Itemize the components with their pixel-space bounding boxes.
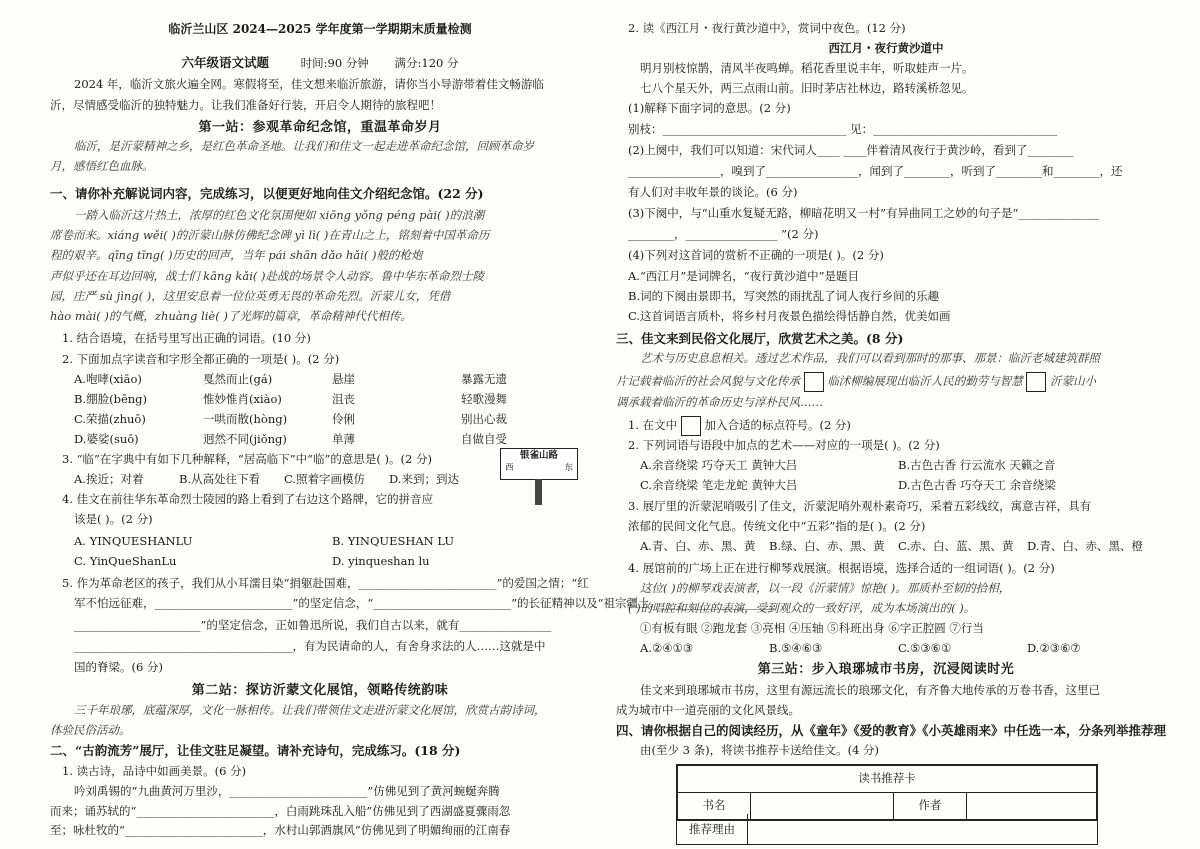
- sub-question: 4. 佳文在前往华东革命烈士陵园的路上看到了右边这个路牌，它的拼音应: [62, 492, 434, 506]
- punctuation-box: [681, 416, 701, 436]
- sub-question: 2. 下列词语与语段中加点的艺术——对应的一项是( )。(2 分): [628, 438, 940, 452]
- passage-line: 园，庄严 sù jìng( )，这里安息着一位位英勇无畏的革命先烈。沂蒙儿女，凭借: [50, 289, 451, 303]
- option: 戛然而止(gá): [203, 372, 273, 386]
- option-row: [616, 457, 1156, 474]
- card-reason-row: [676, 814, 1098, 845]
- sub-question: 军不怕远征难，________________________”的坚定信念，“________________________”的长征精神以及“祖宗疆土，____________________: [74, 596, 777, 610]
- option[interactable]: C.⑤③⑥①: [898, 641, 952, 655]
- option: 悬崖: [332, 372, 355, 386]
- question-4: 四、请你根据自己的阅读经历，从《童年》《爱的教育》《小英雄雨来》中任选一本，分条列举推荐理: [616, 723, 1167, 738]
- sub-question: 1. 结合语境，在括号里写出正确的词语。(10 分): [62, 331, 311, 345]
- sub-question: 国的脊梁。(6 分): [74, 660, 163, 674]
- road-sign-board: [500, 448, 578, 480]
- option-row: [616, 538, 1156, 555]
- option[interactable]: C.赤、白、蓝、黑、黄: [898, 539, 1014, 553]
- road-sign: [500, 448, 578, 506]
- option[interactable]: D. yinqueshan lu: [332, 554, 430, 568]
- score: 满分:120 分: [394, 56, 459, 70]
- road-sign-east: 东: [564, 463, 573, 473]
- option[interactable]: C. YinQueShanLu: [74, 554, 177, 568]
- station2-desc: 体验民俗活动。: [50, 723, 131, 737]
- poem-text: 明月别枝惊鹊，清风半夜鸣蝉。稻花香里说丰年，听取蛙声一片。: [640, 61, 974, 75]
- option-row: [50, 431, 590, 448]
- sub-question: 3. 展厅里的沂蒙泥哨吸引了佳文，沂蒙泥哨外观朴素奇巧，采着五彩线纹，寓意吉祥，具有: [628, 499, 1092, 513]
- option[interactable]: A.咆哮(xiāo): [74, 372, 142, 386]
- option: 自做自受: [461, 432, 507, 446]
- poem-line: 至；咏杜牧的“________________________，水村山郭酒旗风”仿佛见到了明媚绚丽的江南春: [50, 823, 511, 837]
- passage-line: 声似乎还在耳边回响，战士们 kāng kǎi( )赴战的场景令人动容。鲁中华东革命烈士陵: [50, 269, 485, 283]
- option: 暴露无遗: [461, 372, 507, 386]
- sub-question: 别枝：________________________________ 见：________________________________: [628, 122, 1058, 136]
- time: 时间:90 分钟: [300, 56, 369, 70]
- option[interactable]: B.绿、白、赤、黑、黄: [769, 539, 885, 553]
- passage-line: 程的艰辛。qīng tīng( )历史的回声，当年 pái shān dǎo hǎi( )般的枪炮: [50, 248, 423, 262]
- sub-passage: ( )的唱腔和刻位的表演，受到观众的一致好评，成为本场演出的( )。: [628, 601, 976, 615]
- punctuation-box[interactable]: [1026, 372, 1046, 392]
- sub-question: (1)解释下面字词的意思。(2 分): [628, 101, 791, 115]
- option: 伶俐: [332, 412, 355, 426]
- subject-line: [50, 54, 590, 73]
- option-row: [616, 640, 1156, 657]
- sub-question: ________________，嗅到了________________，闻到了________，听到了________和________，还: [628, 164, 1123, 178]
- road-sign-west: 西: [505, 463, 514, 473]
- sub-question: 1. 读古诗，品诗中如画美景。(6 分): [62, 764, 247, 778]
- sub-question: 2. 读《西江月・夜行黄沙道中》，赏词中夜色。(12 分): [628, 21, 906, 35]
- sub-question: 5. 作为革命老区的孩子，我们从小耳濡目染“捐躯赴国难，________________________”的爱国之情；“红: [62, 576, 589, 590]
- poem-text: 七八个星天外，两三点雨山前。旧时茅店社林边，路转溪桥忽见。: [640, 81, 974, 95]
- station3-title: 第三站：步入琅琊城市书房，沉浸阅读时光: [757, 662, 1015, 677]
- option[interactable]: D.婆娑(suō): [74, 432, 139, 446]
- option-row: [50, 553, 590, 570]
- option-row: [50, 471, 494, 488]
- poem-line: 吟刘禹锡的“九曲黄河万里沙，________________________”仿佛见到了黄河蜿蜒奔腾: [74, 784, 500, 798]
- option[interactable]: A.余音绕梁 巧夺天工 黄钟大吕: [640, 458, 798, 472]
- subject: 六年级语文试题: [181, 55, 270, 70]
- option[interactable]: D.古色古香 巧夺天工 余音绕梁: [898, 478, 1056, 492]
- passage-line: hào mài( )的气概，zhuàng liè( )了光辉的篇章，革命精神代代相传。: [50, 309, 412, 323]
- road-sign-post: [535, 479, 542, 505]
- option: 别出心裁: [461, 412, 507, 426]
- sub-question: 有人们对丰收年景的谈论。(6 分): [628, 185, 798, 199]
- option[interactable]: B. YINQUESHAN LU: [332, 534, 455, 548]
- station3-desc: 成为城市中一道亮丽的文化风景线。: [616, 703, 800, 717]
- passage-line: 席卷而来。xiáng wěi( )的沂蒙山脉仿佛纪念碑 yì lì( )在青山之上，铭刻着中国革命历: [50, 228, 490, 242]
- option: 沮丧: [332, 392, 355, 406]
- option[interactable]: D.来到；到达: [389, 472, 459, 486]
- question-2: 二、“古韵流芳”展厅，让佳文驻足凝望。请补充诗句，完成练习。(18 分): [50, 743, 461, 758]
- option: 惟妙惟肖(xiào): [203, 392, 282, 406]
- option: 迥然不同(jiǒng): [203, 432, 287, 446]
- option[interactable]: B.绷脸(bēng): [74, 392, 148, 406]
- art-passage: 调承载着临沂的革命历史与淳朴民风……: [616, 395, 823, 409]
- exam-title: 临沂兰山区 2024—2025 学年度第一学期期末质量检测: [168, 22, 472, 36]
- sub-question-part: 1. 在文中: [628, 418, 678, 432]
- passage-line: 一踏入临沂这片热土，浓厚的红色文化氛围便如 xiōng yǒng péng pài( )的浪潮: [74, 208, 485, 222]
- art-passage: 艺术与历史息息相关。透过艺术作品，我们可以看到那时的那事、那景：临沂老城建筑群照: [640, 351, 1100, 365]
- card-author-label: 作者: [894, 793, 967, 820]
- option[interactable]: C.荣描(zhuō): [74, 412, 146, 426]
- option[interactable]: A. YINQUESHANLU: [74, 534, 193, 548]
- sub-question: 2. 下面加点字读音和字形全都正确的一项是( )。(2 分): [62, 352, 340, 366]
- option-row: [50, 391, 590, 408]
- intro-line: 2024 年，临沂文旅火遍全网。寒假将至，佳文想来临沂旅游，请你当小导游带着佳文畅游临: [74, 77, 544, 91]
- option[interactable]: B.从高处往下看: [179, 472, 261, 486]
- intro-line: 沂，尽情感受临沂的独特魅力。让我们准备好行装，开启令人期待的旅程吧！: [50, 98, 441, 112]
- option[interactable]: C.照着字画模仿: [284, 472, 366, 486]
- punctuation-box[interactable]: [804, 372, 824, 392]
- option: 单薄: [332, 432, 355, 446]
- word-list: ①有板有眼 ②跑龙套 ③亮相 ④压轴 ⑤科班出身 ⑥字正腔圆 ⑦行当: [640, 621, 984, 635]
- option[interactable]: A.“西江月”是词牌名，“夜行黄沙道中”是题目: [628, 269, 859, 283]
- card-reason-field[interactable]: [748, 814, 1097, 844]
- question-4-block: [616, 722, 1176, 741]
- card-book-label: 书名: [678, 793, 751, 820]
- station1-desc: 临沂，是沂蒙精神之乡，是红色革命圣地。让我们和佳文一起走进革命纪念馆，回顾革命岁: [74, 139, 534, 153]
- sub-question: 3. “临”在字典中有如下几种解释，“居高临下”中“临”的意思是( )。(2 分): [62, 452, 432, 466]
- sub-question: 4. 展馆前的广场上正在进行柳琴戏展演。根据语境，选择合适的一组词语( )。(2 分): [628, 561, 1055, 575]
- sub-question: ______________________________________，有为民请命的人，有舍身求法的人……这就是中: [74, 639, 546, 653]
- question-1: 一、请你补充解说词内容，完成练习，以便更好地向佳文介绍纪念馆。(22 分): [50, 186, 484, 201]
- sub-question: 该是( )。(2 分): [74, 512, 153, 526]
- station1-desc: 月，感悟红色血脉。: [50, 159, 154, 173]
- option[interactable]: C.余音绕梁 笔走龙蛇 黄钟大吕: [640, 478, 798, 492]
- station2-title: 第二站：探访沂蒙文化展馆，领略传统韵味: [191, 683, 449, 698]
- option: 轻歌漫舞: [461, 392, 507, 406]
- sub-question: ________，________________ ”(2 分): [628, 227, 819, 241]
- option-row: [50, 411, 590, 428]
- option-row: [50, 371, 590, 388]
- option[interactable]: B.词的下阕由景即书，写突然的雨扰乱了词人夜行乡间的乐趣: [628, 289, 940, 303]
- station2-desc: 三千年琅琊，底蕴深厚，文化一脉相传。让我们带领佳文走进沂蒙文化展馆，欣赏古韵诗词，: [74, 703, 546, 717]
- option[interactable]: D.②③⑥⑦: [1027, 641, 1081, 655]
- sub-passage: 这位( )的柳琴戏表演者，以一段《沂蒙情》惊艳( )。那质朴至韧的拾相，: [640, 581, 1011, 595]
- card-title: 读书推荐卡: [678, 766, 1097, 793]
- option-row: [50, 533, 590, 550]
- card-reason-label: 推荐理由: [677, 814, 748, 844]
- poem-title: 西江月・夜行黄沙道中: [828, 41, 944, 55]
- option-row: [616, 477, 1156, 494]
- station3-desc: 佳文来到琅琊城市书房，这里有源远流长的琅琊文化，有齐鲁大地传承的万卷书香，这里已: [640, 683, 1100, 697]
- sub-question: (2)上阕中，我们可以知道：宋代词人____ ____伴着清风夜行于黄沙岭，看到了________: [628, 143, 1074, 157]
- sub-question-part: 加入合适的标点符号。(2 分): [704, 418, 851, 432]
- option[interactable]: A.青、白、赤、黑、黄: [640, 539, 756, 553]
- art-passage-part: 沂蒙山小: [1050, 374, 1097, 388]
- option[interactable]: B.⑤④⑥③: [769, 641, 823, 655]
- question-4-cont: 由(至少 3 条)，将读书推荐卡送给佳文。(4 分): [640, 743, 880, 757]
- sub-question: (4)下列对这首词的赏析不正确的一项是( )。(2 分): [628, 248, 884, 262]
- sub-question: (3)下阕中，与“山重水复疑无路，柳暗花明又一村”有异曲同工之妙的句子是“______________: [628, 206, 1099, 220]
- sub-question: [616, 416, 1156, 436]
- option[interactable]: B.古色古香 行云流水 天籁之音: [898, 458, 1056, 472]
- option[interactable]: C.这首词语言质朴，将乡村月夜景色描绘得恬静自然，优美如画: [628, 309, 951, 323]
- option[interactable]: A.②④①③: [640, 641, 694, 655]
- art-passage-part: 临沭柳编展现出临沂人民的勤劳与智慧: [827, 374, 1023, 388]
- road-sign-name: 银雀山路: [519, 450, 558, 461]
- book-recommendation-card: [676, 764, 1098, 821]
- sub-question: 浓郁的民间文化气息。传统文化中“五彩”指的是( )。(2 分): [628, 519, 926, 533]
- art-passage-part: 片记载着临沂的社会风貌与文化传承: [616, 374, 800, 388]
- option[interactable]: A.挨近；对着: [74, 472, 144, 486]
- option[interactable]: D.青、白、赤、黑、橙: [1027, 539, 1143, 553]
- art-passage: [616, 372, 1156, 392]
- sub-question: ______________________”的坚定信念，正如鲁迅所说，我们自古以来，就有________________: [74, 618, 552, 632]
- poem-line: 而来；诵苏轼的“________________________，白雨跳珠乱入船”仿佛见到了西湖盛夏骤雨忽: [50, 804, 511, 818]
- station1-title: 第一站：参观革命纪念馆，重温革命岁月: [198, 120, 442, 135]
- option: 一哄而散(hòng): [203, 412, 288, 426]
- question-3: 三、佳文来到民俗文化展厅，欣赏艺术之美。(8 分): [616, 331, 904, 346]
